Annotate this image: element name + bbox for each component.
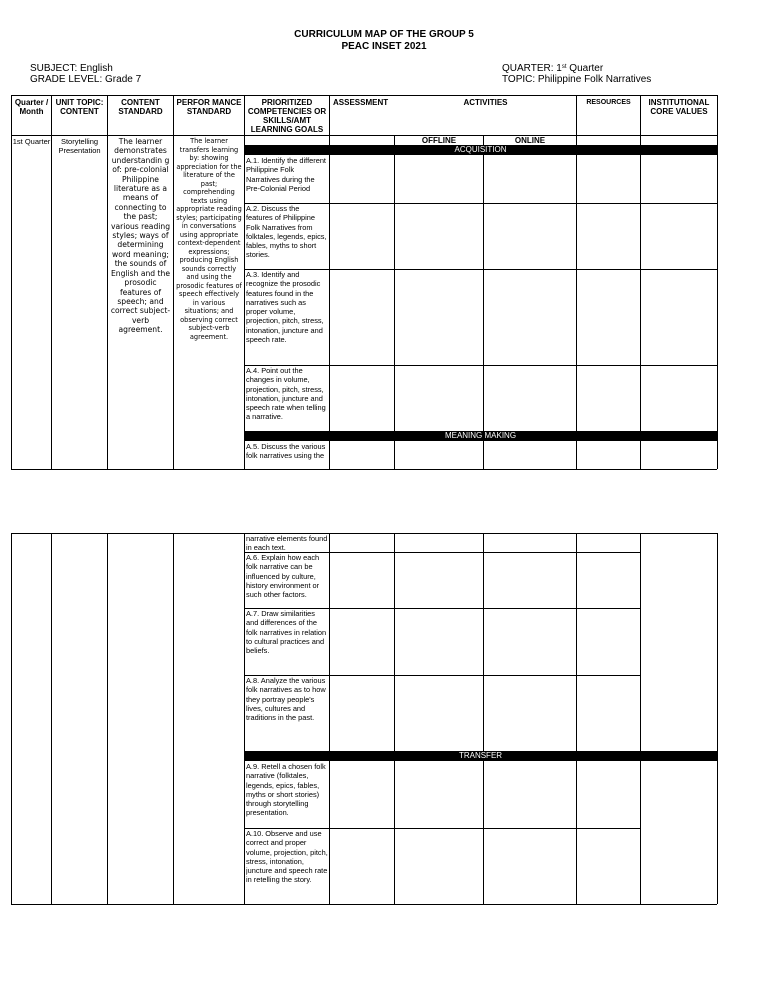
competency-a8: A.8. Analyze the various folk narratives as to how they portray people's lives, cultures and traditions in the past. <box>246 676 326 723</box>
competency-a7: A.7. Draw similarities and differences of the folk narratives in relation to cultural practices and beliefs. <box>246 609 327 656</box>
competency-a5-part1: A.5. Discuss the various folk narratives using the <box>246 442 326 461</box>
band-acquisition: ACQUISITION <box>244 145 717 155</box>
cell-content-standard: The learner demonstrates understandin g of: pre-colonial Philippine literature as a means of connecting to the past; various reading styles; ways of determining word meaning; the sounds of English and the prosodic features of speech; and correct subject-verb agreement. <box>110 137 171 335</box>
header-competencies: PRIORITIZED COMPETENCIES OR SKILLS/AMT LEARNING GOALS <box>247 98 327 134</box>
competency-a10: A.10. Observe and use correct and proper volume, projection, pitch, stress, intonation, juncture and speech rate in retelling the story. <box>246 829 328 885</box>
competency-a5-part2: narrative elements found in each text. <box>246 534 328 553</box>
document-subtitle: PEAC INSET 2021 <box>341 41 427 52</box>
cell-unit-topic: Storytelling Presentation <box>58 137 101 155</box>
header-quarter: Quarter / Month <box>14 98 49 116</box>
header-performance-standard: PERFOR MANCE STANDARD <box>176 98 242 116</box>
header-assessment: ASSESSMENT <box>333 98 389 107</box>
band-transfer: TRANSFER <box>244 751 717 761</box>
subject-label: SUBJECT: English <box>30 63 113 74</box>
competency-a2: A.2. Discuss the features of Philippine Folk Narratives from folktales, legends, epics, fables, myths to short stories. <box>246 204 327 260</box>
header-resources: RESOURCES <box>586 99 631 106</box>
header-activities: ACTIVITIES <box>463 98 508 107</box>
cell-performance-standard: The learner transfers learning by: showing appreciation for the literature of the past; comprehending texts using appropriate reading styles; participating in conversations using appropriate context-dependent expressions; producing English sounds correctly and using the prosodic features of speech effectively in various situations; and observing correct subject-verb agreement. <box>176 137 242 341</box>
cell-quarter: 1st Quarter <box>12 137 51 146</box>
header-content-standard: CONTENT STANDARD <box>118 98 163 116</box>
quarter-label: QUARTER: 1st Quarter <box>502 63 604 74</box>
competency-a3: A.3. Identify and recognize the prosodic features found in the narratives such as proper volume, projection, pitch, stress, intonation, juncture and speech rate. <box>246 270 324 345</box>
topic-label: TOPIC: Philippine Folk Narratives <box>502 74 652 85</box>
competency-a1: A.1. Identify the different Philippine Folk Narratives during the Pre-Colonial Period <box>246 156 326 193</box>
header-unit-topic: UNIT TOPIC: CONTENT <box>55 98 104 116</box>
header-core-values: INSTITUTIONAL CORE VALUES <box>648 98 710 116</box>
header-offline: OFFLINE <box>421 136 457 145</box>
competency-a4: A.4. Point out the changes in volume, projection, pitch, stress, intonation, juncture and speech rate when telling a narrative. <box>246 366 326 422</box>
header-online: ONLINE <box>514 136 546 145</box>
competency-a9: A.9. Retell a chosen folk narrative (folktales, legends, epics, fables, myths or short stories) through storytelling presentation. <box>246 762 326 818</box>
band-meaning-making: MEANING MAKING <box>244 431 717 441</box>
document-title: CURRICULUM MAP OF THE GROUP 5 <box>294 29 474 40</box>
grade-level-label: GRADE LEVEL: Grade 7 <box>30 74 142 85</box>
competency-a6: A.6. Explain how each folk narrative can be influenced by culture, history environment or such other factors. <box>246 553 320 600</box>
